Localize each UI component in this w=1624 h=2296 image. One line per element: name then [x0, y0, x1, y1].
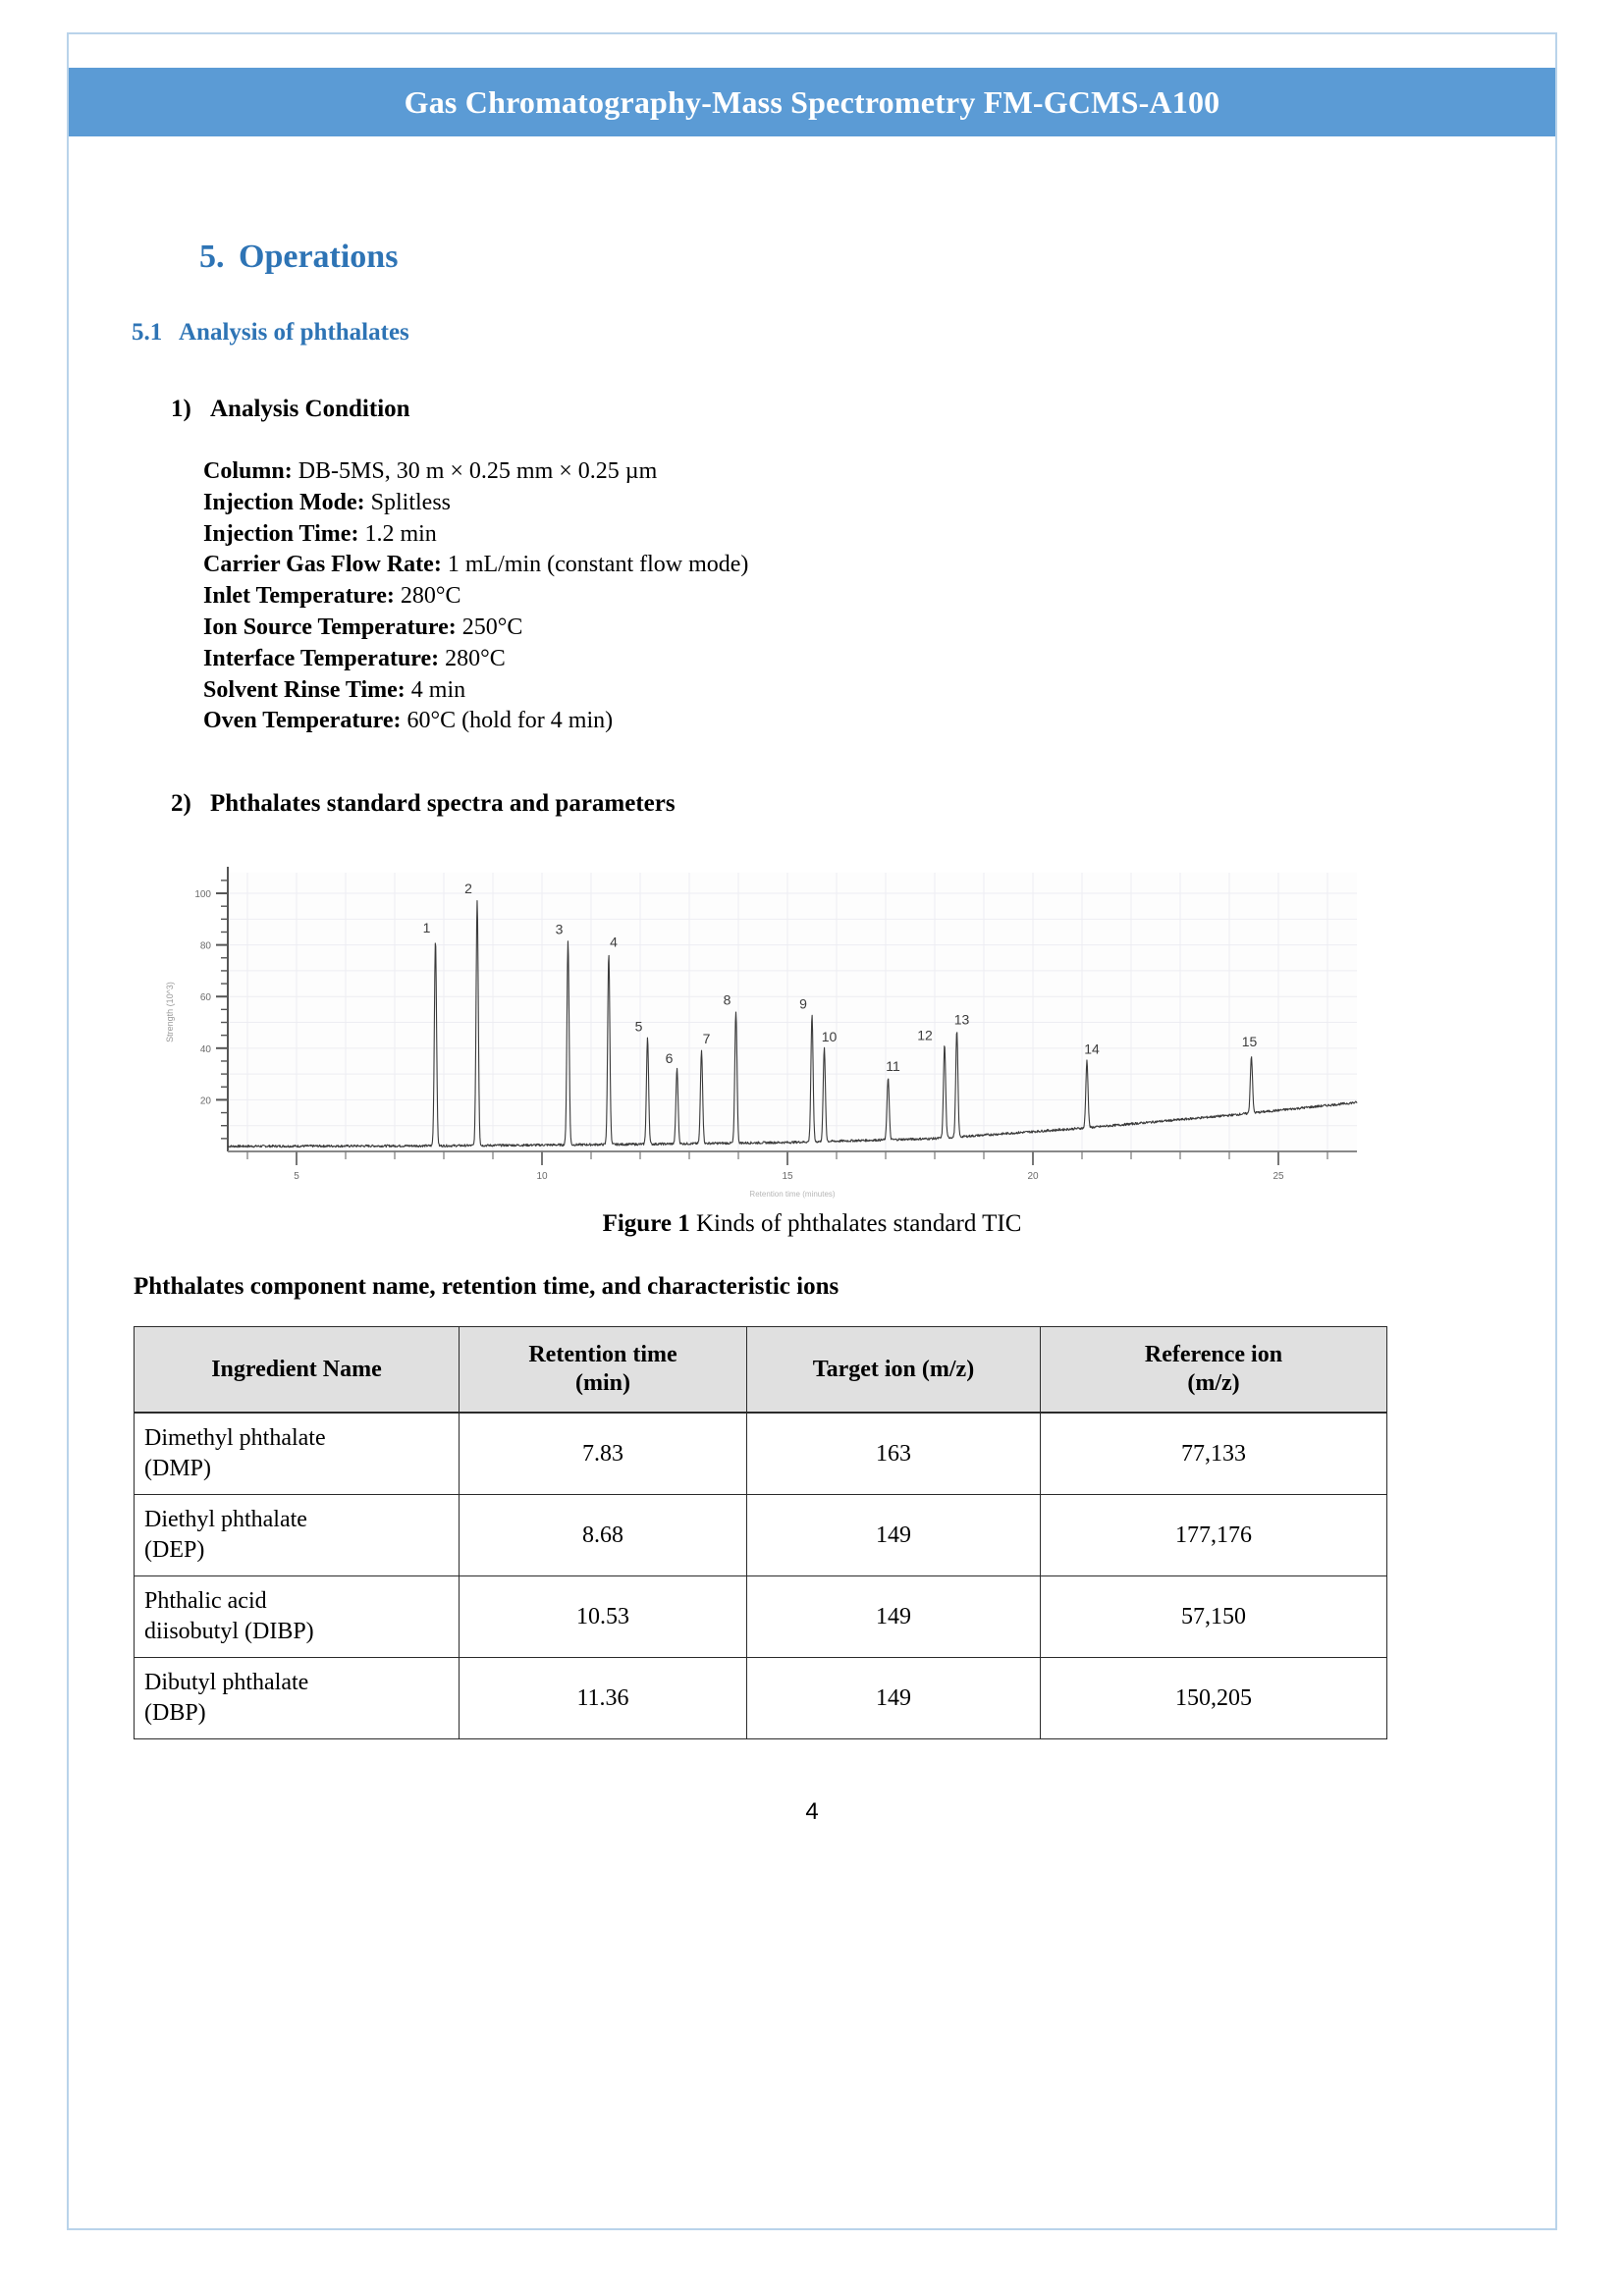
svg-text:8: 8: [723, 991, 731, 1008]
svg-text:40: 40: [199, 1043, 211, 1055]
header-line-1: Target ion (m/z): [812, 1356, 975, 1382]
svg-text:14: 14: [1084, 1041, 1100, 1057]
parameter-row: [203, 675, 1555, 707]
section-title: Operations: [239, 239, 399, 275]
svg-text:10: 10: [821, 1029, 838, 1045]
table-body: [135, 1413, 1387, 1739]
svg-text:9: 9: [799, 995, 807, 1012]
svg-text:15: 15: [1241, 1034, 1258, 1050]
parameter-value: Splitless: [364, 489, 451, 515]
parameter-row: [203, 519, 1555, 551]
parameter-key: Oven Temperature:: [203, 708, 402, 734]
parameter-value: 4 min: [405, 676, 466, 703]
ingredient-line-2: (DBP): [144, 1700, 206, 1727]
svg-text:100: 100: [194, 889, 211, 901]
column-header-ingredient-name: [135, 1327, 460, 1414]
ingredient-line-1: Dimethyl phthalate: [144, 1425, 326, 1452]
svg-text:80: 80: [199, 940, 211, 952]
document-header-banner: [69, 68, 1555, 136]
document-page: [67, 32, 1557, 2230]
parameter-key: Injection Time:: [203, 520, 359, 547]
svg-text:5: 5: [634, 1018, 643, 1035]
cell-reference-ion: 77,133: [1041, 1413, 1387, 1495]
svg-text:20: 20: [199, 1095, 211, 1107]
subsection-heading-analysis-of-phthalates: [132, 319, 1555, 347]
ingredient-line-2: diisobutyl (DIBP): [144, 1619, 314, 1645]
parameter-value: 250°C: [456, 614, 523, 640]
cell-target-ion: 163: [747, 1413, 1041, 1495]
header-line-1: Reference ion: [1144, 1341, 1283, 1367]
table-header-row: [135, 1327, 1387, 1414]
parameter-key: Carrier Gas Flow Rate:: [203, 552, 442, 578]
svg-text:7: 7: [702, 1031, 711, 1047]
svg-text:15: 15: [782, 1171, 793, 1183]
parameter-row: [203, 581, 1555, 613]
parameter-key: Injection Mode:: [203, 489, 365, 515]
list-item-analysis-condition: [171, 396, 1555, 423]
svg-text:Retention time (minutes): Retention time (minutes): [749, 1190, 836, 1200]
phthalates-table: [134, 1326, 1387, 1739]
parameter-value: 280°C: [394, 583, 461, 610]
cell-reference-ion: 150,205: [1041, 1658, 1387, 1739]
parameter-key: Solvent Rinse Time:: [203, 676, 406, 703]
parameter-key: Interface Temperature:: [203, 645, 440, 671]
table-title: Phthalates component name, retention time, and characteristic ions: [134, 1273, 839, 1301]
subsection-number: 5.1: [132, 319, 163, 346]
chromatogram-plot: [157, 859, 1375, 1202]
ingredient-line-2: (DEP): [144, 1537, 205, 1564]
column-header-target-ion: [747, 1327, 1041, 1414]
subsection-title: Analysis of phthalates: [179, 319, 409, 346]
svg-text:10: 10: [536, 1171, 548, 1183]
column-header-retention-time: [460, 1327, 747, 1414]
figure-chromatogram: [69, 859, 1555, 1202]
svg-text:2: 2: [464, 881, 472, 897]
header-line-2: (min): [575, 1370, 630, 1397]
cell-reference-ion: 57,150: [1041, 1576, 1387, 1658]
list-item-label: Analysis Condition: [210, 396, 410, 422]
parameter-value: 280°C: [439, 645, 506, 671]
svg-text:1: 1: [422, 920, 431, 936]
header-line-2: (m/z): [1187, 1370, 1240, 1397]
cell-retention-time: 8.68: [460, 1495, 747, 1576]
list-item-label: Phthalates standard spectra and parameters: [210, 790, 676, 818]
svg-text:6: 6: [665, 1050, 674, 1067]
table-row: [135, 1576, 1387, 1658]
header-line-1: Ingredient Name: [211, 1356, 382, 1382]
parameter-row: [203, 706, 1555, 737]
cell-target-ion: 149: [747, 1576, 1041, 1658]
section-heading-operations: [199, 239, 1555, 276]
svg-text:20: 20: [1027, 1171, 1039, 1183]
figure-caption: [69, 1210, 1555, 1238]
svg-text:12: 12: [917, 1027, 933, 1043]
page-number: 4: [805, 1798, 819, 1826]
svg-text:60: 60: [199, 992, 211, 1004]
parameter-key: Column:: [203, 458, 293, 484]
cell-retention-time: 11.36: [460, 1658, 747, 1739]
figure-caption-text: Kinds of phthalates standard TIC: [689, 1210, 1022, 1238]
list-item-number: 1): [171, 396, 191, 422]
parameter-value: DB-5MS, 30 m × 0.25 mm × 0.25 µm: [292, 458, 658, 484]
svg-text:13: 13: [953, 1011, 970, 1028]
section-number: 5.: [199, 239, 225, 275]
parameter-row: [203, 550, 1555, 581]
analysis-condition-parameters: [203, 456, 1555, 737]
svg-text:3: 3: [555, 921, 564, 937]
header-line-1: Retention time: [528, 1341, 677, 1367]
page-content: [69, 136, 1555, 1826]
table-row: [135, 1658, 1387, 1739]
cell-ingredient-name: [135, 1495, 460, 1576]
cell-ingredient-name: [135, 1413, 460, 1495]
parameter-row: [203, 488, 1555, 519]
svg-text:11: 11: [886, 1058, 900, 1075]
parameter-value: 60°C (hold for 4 min): [401, 708, 614, 734]
cell-ingredient-name: [135, 1576, 460, 1658]
cell-retention-time: 10.53: [460, 1576, 747, 1658]
table-row: [135, 1413, 1387, 1495]
chromatogram-chart: [157, 859, 1375, 1202]
svg-text:25: 25: [1272, 1171, 1284, 1183]
cell-retention-time: 7.83: [460, 1413, 747, 1495]
parameter-key: Inlet Temperature:: [203, 583, 395, 610]
svg-text:4: 4: [610, 934, 618, 950]
parameter-key: Ion Source Temperature:: [203, 614, 457, 640]
cell-target-ion: 149: [747, 1495, 1041, 1576]
column-header-reference-ion: [1041, 1327, 1387, 1414]
parameter-value: 1.2 min: [358, 520, 437, 547]
document-title: Gas Chromatography-Mass Spectrometry FM-GCMS-A100: [404, 83, 1220, 120]
parameter-row: [203, 456, 1555, 488]
ingredient-line-2: (DMP): [144, 1456, 212, 1482]
parameter-value: 1 mL/min (constant flow mode): [441, 552, 749, 578]
cell-reference-ion: 177,176: [1041, 1495, 1387, 1576]
svg-text:Strength (10^3): Strength (10^3): [165, 982, 175, 1043]
cell-ingredient-name: [135, 1658, 460, 1739]
svg-text:5: 5: [294, 1171, 299, 1183]
parameter-row: [203, 613, 1555, 644]
ingredient-line-1: Diethyl phthalate: [144, 1507, 307, 1533]
cell-target-ion: 149: [747, 1658, 1041, 1739]
parameter-row: [203, 644, 1555, 675]
ingredient-line-1: Dibutyl phthalate: [144, 1670, 309, 1696]
ingredient-line-1: Phthalic acid: [144, 1588, 267, 1615]
table-row: [135, 1495, 1387, 1576]
figure-caption-label: Figure 1: [602, 1210, 690, 1238]
list-item-number: 2): [171, 790, 191, 818]
list-item-phthalates-standard-spectra: [171, 790, 1555, 818]
table-header: [135, 1327, 1387, 1414]
